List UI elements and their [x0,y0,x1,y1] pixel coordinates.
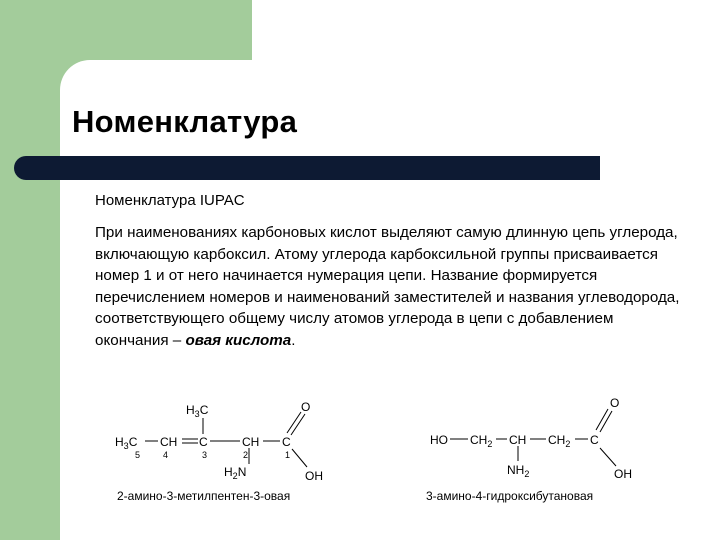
slide-title: Номенклатура [72,104,298,139]
formula-1 [115,400,323,503]
f2-nh2: $NH_2$ [507,463,530,479]
f2-oxygen: O [610,396,620,410]
body-text: При наименованиях карбоновых кислот выделяют самую длинную цепь углерода, включающую карбоксил. Атому углерода карбоксильной группы присваивается номер 1 и от него начинается нумерация цепи. Название формируется перечислением номеров и наименований заместителей и названия углеводорода, соответствующего общему числу атомов углерода в цепи с добавлением окончания – [95,224,680,349]
f2-double-o-a [596,409,608,430]
f1-bond-oh [292,449,307,467]
f1-ch-4: CH [160,435,178,449]
f2-ch2a: $CH_2$ [470,433,493,449]
f1-h3c-left-label: $H_3C$ [115,435,138,451]
f2-ho: HO [430,433,448,447]
f2-oh: OH [614,467,632,481]
f1-oh: OH [305,469,323,483]
f1-nh2-label: $H_2N$ [224,465,247,481]
f1-locant-5: 5 [135,450,141,460]
f2-bond-oh [600,448,616,466]
f1-locant-1: 1 [285,450,291,460]
subtitle: Номенклатура IUPAC [95,192,245,209]
f1-ch-2: CH [242,435,260,449]
f2-c: C [590,433,599,447]
f2-ch: CH [509,433,527,447]
f2-ch2b: $CH_2$ [548,433,571,449]
formula-2 [426,396,632,503]
f2-double-o-b [600,411,612,432]
acid-ending: овая кислота [185,331,292,349]
f1-h3c-top-label: $H_3C$ [186,403,209,419]
f1-locant-4: 4 [163,450,169,460]
f1-c-1: C [282,435,291,449]
body-end-punct: . [291,331,296,349]
f1-caption: 2-амино-3-метилпентен-3-овая [117,489,291,503]
f2-caption: 3-амино-4-гидроксибутановая [426,489,594,503]
f1-locant-3: 3 [202,450,208,460]
f1-locant-2: 2 [243,450,249,460]
f1-oxygen: O [301,400,311,414]
f1-c-3: C [199,435,208,449]
